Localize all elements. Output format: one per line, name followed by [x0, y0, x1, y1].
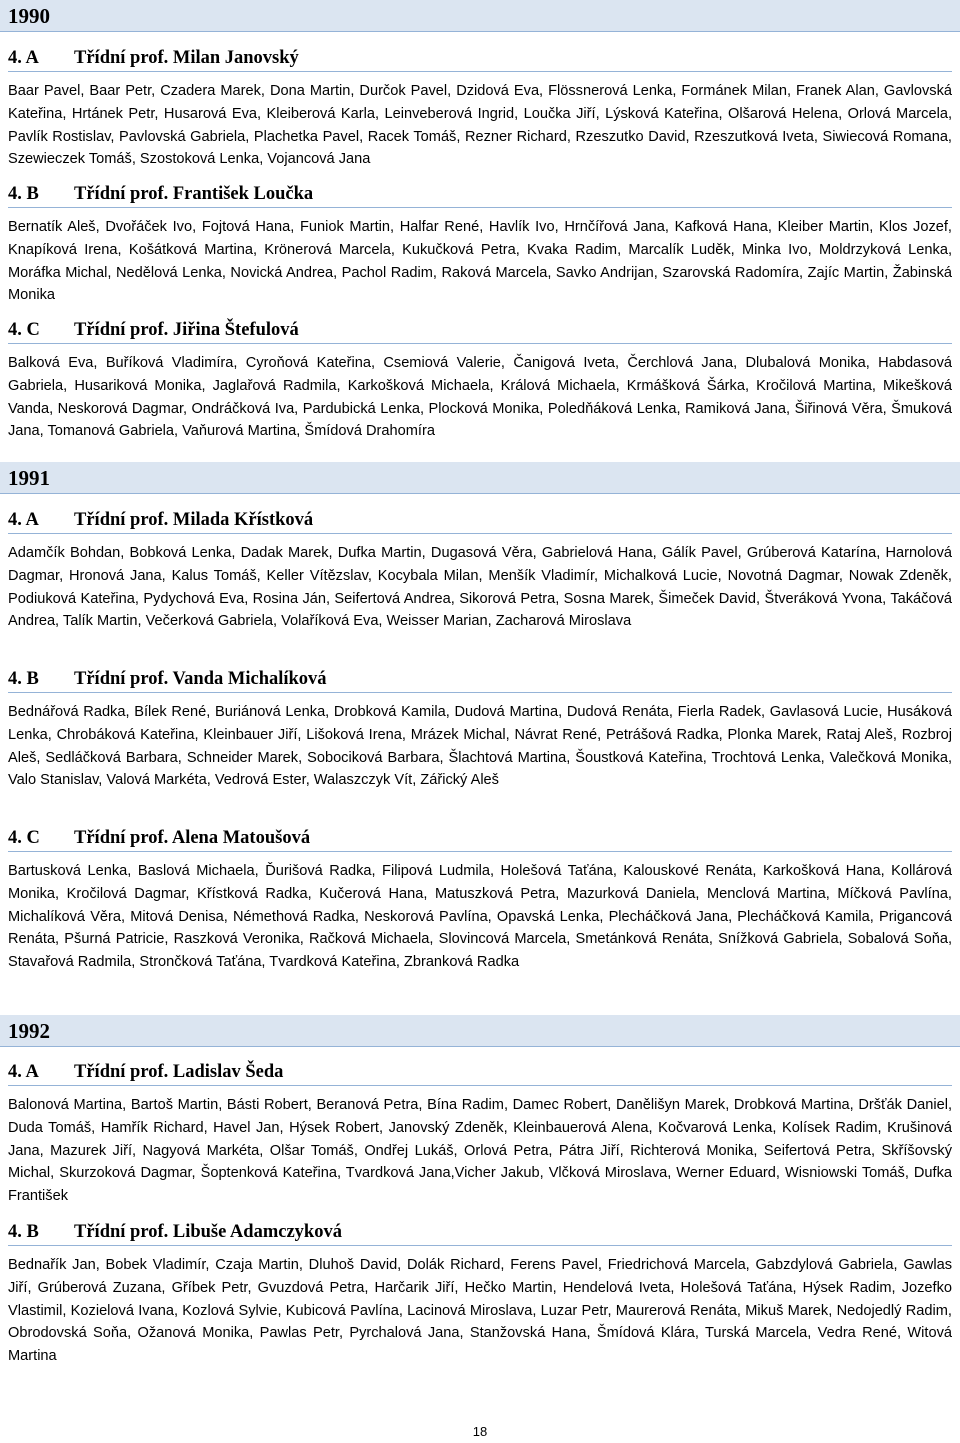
class-heading [8, 1219, 952, 1246]
year-heading-1992: 1992 [0, 1015, 960, 1047]
class-code: 4. C [8, 828, 40, 848]
student-list: Balonová Martina, Bartoš Martin, Básti Robert, Beranová Petra, Bína Radim, Damec Robert, Danělišyn Marek, Drobková Martina, Dršťák Daniel, Duda Tomáš, Hamřík Richard, Havel Jan, Hýsek Robert, Janovský Zdeněk, Kleinbauerová Alena, Kočvarová Lenka, Kolísek Radim, Krušinová Jana, Mazurek Jiří, Nagyová Markéta, Olšar Tomáš, Ondřej Lukáš, Orlová Petra, Pátra Jiří, Richterová Monika, Seifertová Petra, Skříšovský Michal, Skurzoková Dagmar, Šoptenková Kateřina, Tvardková Jana,Vicher Jakub, Vlčková Miroslava, Werner Eduard, Wisniowski Tomáš, Dufka František [8, 1097, 952, 1205]
class-heading [8, 825, 952, 852]
class-teacher: Třídní prof. Milan Janovský [74, 48, 299, 68]
student-list: Bernatík Aleš, Dvořáček Ivo, Fojtová Hana, Funiok Martin, Halfar René, Havlík Ivo, Hrnčířová Jana, Kafková Hana, Kleiber Martin, Klos Jozef, Knapíková Irena, Košátková Martina, Krönerová Marcela, Kukučková Petra, Kvaka Radim, Marcalík Luděk, Minka Ivo, Moldrzyková Lenka, Moráfka Michal, Nedělová Lenka, Novická Andrea, Pachol Radim, Raková Marcela, Savko Andrijan, Szarovská Radomíra, Zajíc Martin, Žabinská Monika [8, 219, 952, 304]
class-code: 4. A [8, 48, 39, 68]
class-teacher: Třídní prof. Ladislav Šeda [74, 1062, 284, 1082]
student-list: Balková Eva, Buříková Vladimíra, Cyroňová Kateřina, Csemiová Valerie, Čanigová Iveta, Čerchlová Jana, Dlubalová Monika, Habdasová Gabriela, Husariková Monika, Jaglařová Radmila, Karkošková Michaela, Králová Michaela, Krmášková Šárka, Kročilová Martina, Mikešková Vanda, Neskorová Dagmar, Ondráčková Iva, Pardubická Lenka, Plocková Monika, Poledňáková Lenka, Ramiková Jana, Šiřinová Věra, Šmuková Jana, Tomanová Gabriela, Vaňurová Martina, Šmídová Drahomíra [8, 355, 952, 440]
class-teacher: Třídní prof. František Loučka [74, 184, 314, 204]
student-list: Bartusková Lenka, Baslová Michaela, Ďurišová Radka, Filipová Ludmila, Holešová Taťána, Kalouskové Renáta, Karkošková Hana, Kollárová Monika, Kročilová Dagmar, Křístková Radka, Kučerová Hana, Matuszková Petra, Mazurková Daniela, Menclová Martina, Míčková Pavlína, Michalíková Věra, Mitová Denisa, Némethová Radka, Neskorová Pavlína, Opavská Lenka, Plecháčková Jana, Plecháčková Kamila, Prigancová Renáta, Pšurná Patricie, Raszková Veronika, Račková Michaela, Slovincová Marcela, Smetánková Renáta, Snížková Gabriela, Sobalová Soňa, Stavařová Radmila, Strončková Taťána, Tvardková Kateřina, Zbranková Radka [8, 863, 952, 971]
page-number: 18 [472, 1424, 488, 1439]
year-heading-1990: 1990 [0, 0, 960, 32]
class-heading [8, 666, 952, 693]
class-heading [8, 317, 952, 344]
class-code: 4. A [8, 1062, 39, 1082]
class-teacher: Třídní prof. Vanda Michalíková [74, 669, 327, 689]
class-code: 4. A [8, 510, 39, 530]
class-code: 4. C [8, 320, 40, 340]
class-teacher: Třídní prof. Libuše Adamczyková [74, 1222, 342, 1242]
class-heading [8, 507, 952, 534]
class-teacher: Třídní prof. Jiřina Štefulová [74, 320, 299, 340]
class-teacher: Třídní prof. Alena Matoušová [74, 828, 311, 848]
class-heading [8, 45, 952, 72]
class-code: 4. B [8, 184, 39, 204]
student-list: Adamčík Bohdan, Bobková Lenka, Dadak Marek, Dufka Martin, Dugasová Věra, Gabrielová Hana, Gálík Pavel, Grúberová Katarína, Harnolová Dagmar, Hronová Jana, Kalus Tomáš, Keller Vítězslav, Kocybala Milan, Menšík Vladimír, Michalková Lucie, Novotná Dagmar, Nowak Zdeněk, Podiuková Kateřina, Pydychová Eva, Rosina Ján, Seifertová Andrea, Sikorová Petra, Sosna Marek, Šimeček David, Štveráková Yvona, Takáčová Andrea, Talík Martin, Večerková Gabriela, Volaříková Eva, Weisser Marian, Zacharová Miroslava [8, 545, 952, 630]
year-heading-1991: 1991 [0, 462, 960, 494]
class-code: 4. B [8, 669, 39, 689]
class-heading [8, 1059, 952, 1086]
student-list: Baar Pavel, Baar Petr, Czadera Marek, Dona Martin, Durčok Pavel, Dzidová Eva, Flössnerová Lenka, Formánek Milan, Franek Alan, Gavlovská Kateřina, Hrtánek Petr, Husarová Eva, Kleiberová Karla, Leinveberová Ingrid, Loučka Jiří, Lýsková Kateřina, Olšarová Helena, Orlová Marcela, Pavlík Rostislav, Pavlovská Gabriela, Plachetka Pavel, Racek Tomáš, Rezner Richard, Rzeszutko David, Rzeszutková Iveta, Siwiecová Romana, Szewieczek Tomáš, Szostoková Lenka, Vojancová Jana [8, 83, 952, 168]
student-list: Bednařík Jan, Bobek Vladimír, Czaja Martin, Dluhoš David, Dolák Richard, Ferens Pavel, Friedrichová Marcela, Gabzdylová Gabriela, Gawlas Jiří, Grúberová Zuzana, Gříbek Petr, Gvuzdová Petra, Harčarik Jiří, Hečko Martin, Hendelová Iveta, Holešová Taťána, Hýsek Radim, Jozefko Vlastimil, Kozielová Ivana, Kozlová Sylvie, Kubicová Pavlína, Lacinová Miroslava, Luzar Petr, Maurerová Renáta, Mikuš Marek, Nedojedlý Radim, Obrodovská Soňa, Ožanová Monika, Pawlas Petr, Pyrchalová Jana, Stanžovská Hana, Šmídová Klára, Turská Marcela, Vedra René, Witová Martina [8, 1257, 952, 1365]
student-list: Bednářová Radka, Bílek René, Buriánová Lenka, Drobková Kamila, Dudová Martina, Dudová Renáta, Fierla Radek, Gavlasová Lucie, Husáková Lenka, Chrobáková Kateřina, Kleinbauer Jiří, Lišoková Irena, Mrázek Michal, Návrat René, Petrášová Radka, Plonka Marek, Rataj Aleš, Rozbroj Aleš, Sedláčková Barbara, Schneider Marek, Sobociková Barbara, Šlachtová Martina, Šoustková Kateřina, Trochtová Lenka, Valečková Monika, Valo Stanislav, Valová Markéta, Vedrová Ester, Walaszczyk Vít, Zářický Aleš [8, 704, 952, 789]
class-heading [8, 181, 952, 208]
class-teacher: Třídní prof. Milada Křístková [74, 510, 314, 530]
class-code: 4. B [8, 1222, 39, 1242]
